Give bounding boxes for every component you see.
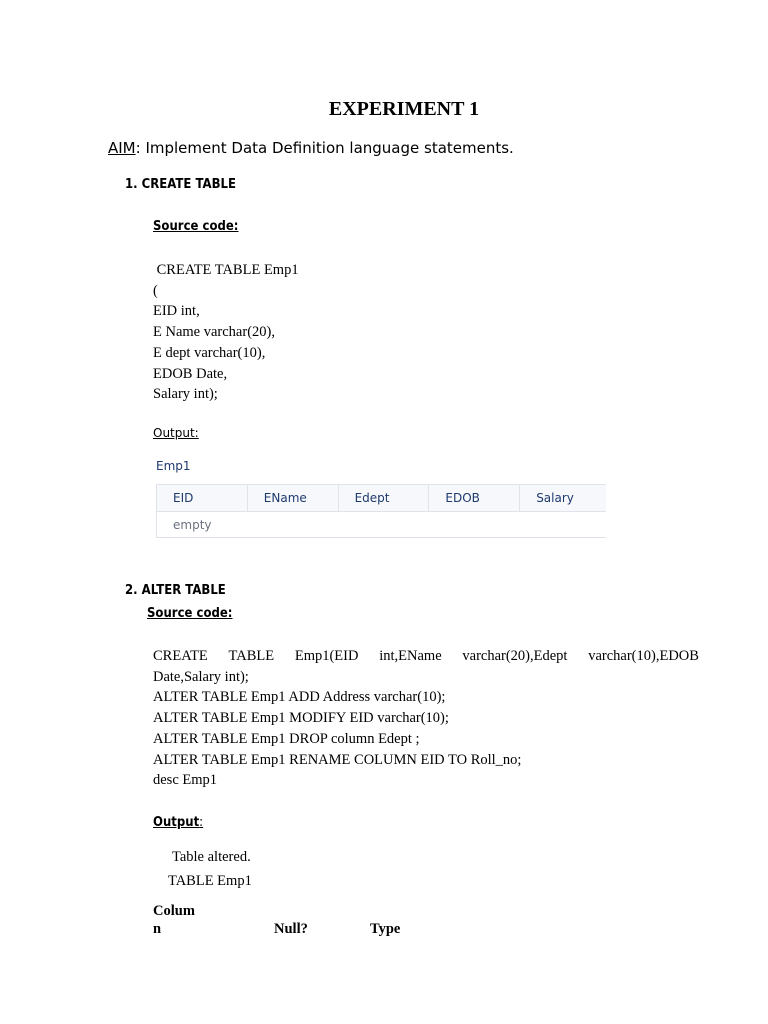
- table-caption: Emp1: [156, 459, 191, 473]
- section1-heading: 1. CREATE TABLE: [125, 177, 236, 192]
- section1-source-label: Source code:: [153, 219, 239, 234]
- code-line: desc Emp1: [153, 772, 218, 789]
- aim-label: AIM: [108, 139, 136, 157]
- section2-source-label: Source code:: [147, 606, 233, 621]
- code-line: ALTER TABLE Emp1 ADD Address varchar(10);: [153, 689, 446, 706]
- table-header-cell: Salary: [536, 491, 574, 505]
- code-word: TABLE: [228, 648, 275, 664]
- code-line: EDOB Date,: [153, 365, 228, 382]
- code-line: ALTER TABLE Emp1 RENAME COLUMN EID TO Roll_no;: [153, 751, 522, 768]
- table-header-cell: Edept: [339, 485, 430, 511]
- aim-text: : Implement Data Definition language statements.: [135, 139, 514, 157]
- code-line: CREATE TABLE Emp1: [153, 262, 299, 278]
- code-line: E dept varchar(10),: [153, 344, 266, 361]
- code-line: ALTER TABLE Emp1 DROP column Edept ;: [153, 730, 420, 747]
- desc-header-null: Null?: [274, 921, 308, 937]
- output-label-text: Output: [153, 815, 200, 830]
- code-word: Emp1(EID: [294, 648, 359, 664]
- code-line: Salary int);: [153, 386, 218, 403]
- desc-header-column-part: Colum: [153, 903, 195, 919]
- code-line: Date,Salary int);: [153, 668, 249, 685]
- output-line: Table altered.: [172, 849, 251, 865]
- section1-output-label: Output:: [153, 426, 199, 440]
- output-line: TABLE Emp1: [168, 873, 252, 889]
- code-line: E Name varchar(20),: [153, 324, 275, 341]
- code-word: int,EName: [379, 648, 442, 664]
- output-label-colon: :: [199, 815, 204, 830]
- code-word: CREATE: [153, 648, 208, 664]
- desc-header-type: Type: [370, 921, 401, 937]
- desc-header-column-part: n: [153, 921, 162, 937]
- code-line: (: [153, 282, 158, 299]
- table-empty-row: empty: [173, 518, 212, 532]
- section1-code-block: [153, 260, 299, 405]
- section2-heading: 2. ALTER TABLE: [125, 583, 226, 598]
- code-line: EID int,: [153, 303, 200, 320]
- table-header-cell: EName: [248, 485, 339, 511]
- code-line-justified: [153, 646, 699, 667]
- page-title: EXPERIMENT 1: [328, 98, 480, 120]
- table-header-cell: EDOB: [429, 485, 520, 511]
- section2-code-block: [153, 646, 699, 791]
- aim-line: [108, 137, 514, 159]
- emp1-table: [156, 484, 606, 538]
- code-word: varchar(20),Edept: [462, 648, 568, 664]
- code-line: ALTER TABLE Emp1 MODIFY EID varchar(10);: [153, 710, 449, 727]
- table-header-cell: EID: [157, 485, 248, 511]
- section2-output-label: [153, 814, 203, 832]
- table-header-row: [157, 485, 606, 512]
- desc-header-column: [153, 902, 195, 938]
- code-word: varchar(10),EDOB: [588, 648, 699, 664]
